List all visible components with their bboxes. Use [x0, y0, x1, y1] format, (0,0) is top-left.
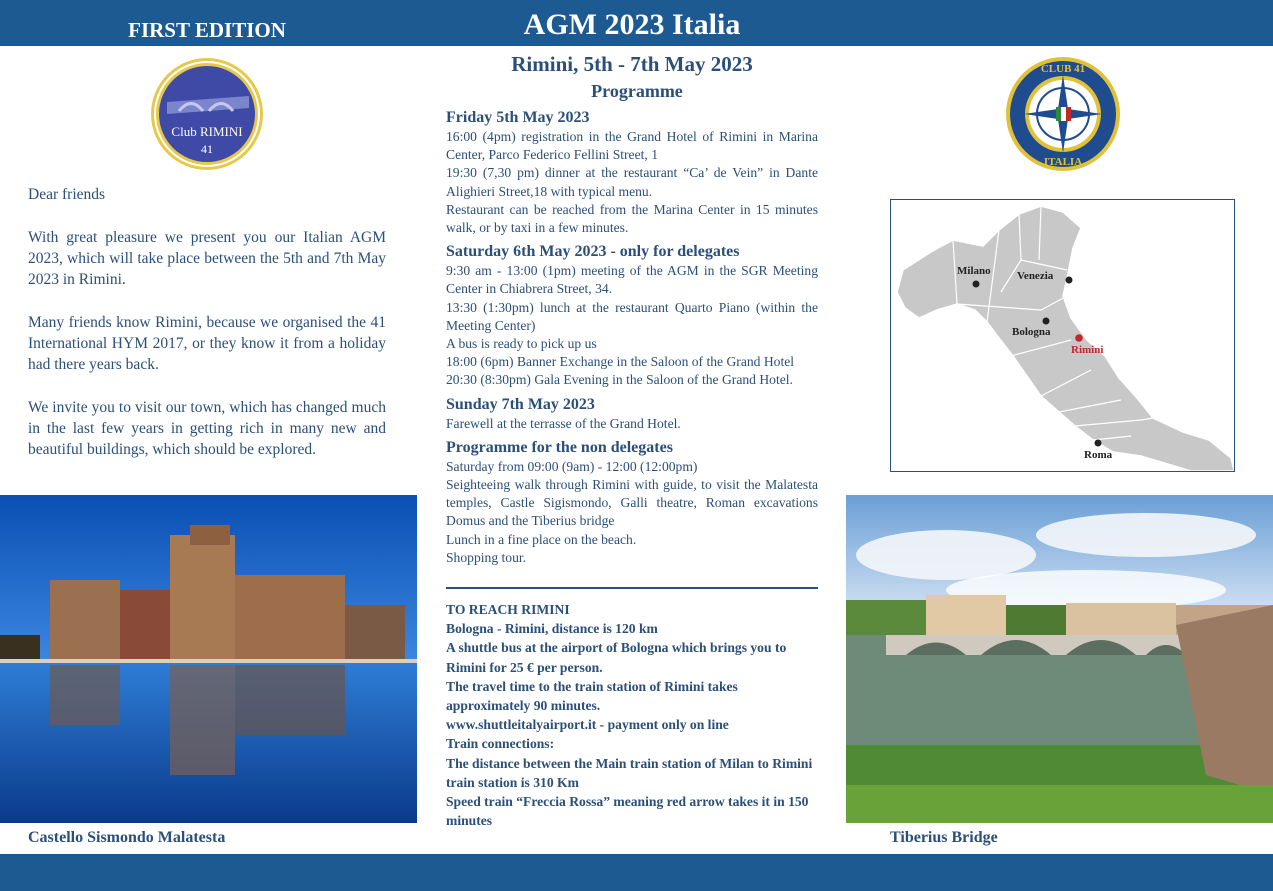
saturday-line: 18:00 (6pm) Banner Exchange in the Saloon of the Grand Hotel — [446, 354, 795, 370]
logo-left-number: 41 — [201, 142, 213, 156]
travel-line: Train connections: — [446, 736, 555, 752]
letter-greeting: Dear friends — [28, 186, 106, 203]
saturday-line: 9:30 am - 13:00 (1pm) meeting of the AGM in the SGR Meeting Center in Chiabrera Street, 34. — [446, 263, 818, 297]
city-rimini: Rimini — [1071, 344, 1104, 356]
non-delegates-line: Seighteeing walk through Rimini with guide, to visit the Malatesta temples, Castle Sigismondo, Galli theatre, Roman excavations Domus and the Tiberius bridge — [446, 477, 818, 529]
travel-line: Bologna - Rimini, distance is 120 km — [446, 621, 658, 637]
city-venezia: Venezia — [1017, 270, 1054, 282]
welcome-letter — [28, 184, 386, 482]
bridge-photo — [846, 495, 1273, 823]
city-milano: Milano — [957, 265, 991, 277]
logo-right-top-text: CLUB 41 — [1040, 63, 1086, 75]
travel-line: Speed train “Freccia Rossa” meaning red arrow takes it in 150 minutes — [446, 794, 809, 829]
non-delegates-section — [446, 438, 818, 567]
travel-line: A shuttle bus at the airport of Bologna which brings you to Rimini for 25 € per person. — [446, 640, 787, 675]
saturday-line: 20:30 (8:30pm) Gala Evening in the Saloon of the Grand Hotel. — [446, 372, 793, 388]
section-divider — [446, 587, 818, 589]
logo-right-bottom-text: ITALIA — [1043, 156, 1083, 168]
footer-band — [0, 854, 1273, 891]
friday-line: 16:00 (4pm) registration in the Grand Hotel of Rimini in Marina Center, Parco Federico Fellini Street, 1 — [446, 129, 818, 163]
bridge-caption: Tiberius Bridge — [890, 829, 998, 846]
saturday-section — [446, 242, 818, 389]
event-subtitle: Rimini, 5th - 7th May 2023 — [511, 52, 753, 76]
sunday-section — [446, 395, 818, 433]
italy-map — [890, 199, 1235, 472]
friday-line: Restaurant can be reached from the Marina Center in 15 minutes walk, or by taxi in a few minutes. — [446, 201, 818, 236]
edition-label: FIRST EDITION — [128, 18, 286, 42]
travel-line: The travel time to the train station of Rimini takes approximately 90 minutes. — [446, 678, 738, 714]
club-rimini-logo — [149, 56, 265, 172]
travel-heading: TO REACH RIMINI — [446, 602, 570, 617]
saturday-line: A bus is ready to pick up us — [446, 336, 597, 352]
non-delegates-line: Lunch in a fine place on the beach. — [446, 531, 637, 547]
castle-caption: Castello Sismondo Malatesta — [28, 829, 226, 846]
programme-title: Programme — [591, 81, 683, 101]
non-delegates-line: Shopping tour. — [446, 549, 527, 565]
travel-info — [446, 600, 818, 830]
friday-line: 19:30 (7,30 pm) dinner at the restaurant “Ca’ de Vein” in Dante Alighieri Street,18 with typical menu. — [446, 165, 818, 199]
italy-map-graphic — [891, 200, 1234, 471]
city-roma: Roma — [1084, 449, 1113, 461]
logo-left-text: Club RIMINI — [171, 124, 243, 139]
saturday-line: 13:30 (1:30pm) lunch at the restaurant Quarto Piano (within the Meeting Center) — [446, 299, 818, 333]
non-delegates-line: Saturday from 09:00 (9am) - 12:00 (12:00pm) — [446, 458, 698, 474]
castle-photo — [0, 495, 417, 823]
club-41-italia-logo — [1004, 55, 1122, 173]
friday-section — [446, 108, 818, 237]
non-delegates-heading: Programme for the non delegates — [446, 438, 673, 456]
travel-line: The distance between the Main train station of Milan to Rimini train station is 310 Km — [446, 755, 813, 790]
saturday-heading: Saturday 6th May 2023 - only for delegates — [446, 243, 740, 261]
friday-heading: Friday 5th May 2023 — [446, 109, 590, 126]
travel-link: www.shuttleitalyairport.it - payment only on line — [446, 717, 729, 733]
letter-paragraph-3: We invite you to visit our town, which has changed much in the last few years in getting rich in many new and beautiful buildings, which should be explored. — [28, 399, 386, 458]
letter-paragraph-2: Many friends know Rimini, because we organised the 41 International HYM 2017, or they know it from a holiday had there years back. — [28, 314, 386, 373]
sunday-heading: Sunday 7th May 2023 — [446, 395, 595, 413]
sunday-line: Farewell at the terrasse of the Grand Hotel. — [446, 415, 681, 431]
letter-paragraph-1: With great pleasure we present you our Italian AGM 2023, which will take place between the 5th and 7th May 2023 in Rimini. — [28, 229, 386, 288]
page-title: AGM 2023 Italia — [523, 8, 741, 41]
city-bologna: Bologna — [1012, 326, 1051, 338]
programme-column — [446, 108, 818, 572]
map-region-shape — [897, 206, 1234, 471]
